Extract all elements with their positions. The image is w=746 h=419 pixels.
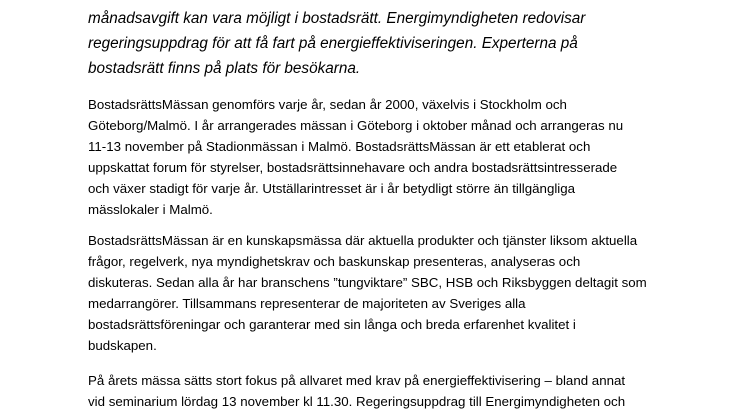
paragraph-line: Göteborg/Malmö. I år arrangerades mässan i Göteborg i oktober månad och arrangeras nu xyxy=(88,118,624,133)
paragraph-line: budskapen. xyxy=(88,338,157,353)
lead-line: månadsavgift kan vara möjligt i bostadsrätt. Energimyndigheten redovisar xyxy=(88,10,586,27)
paragraph-line: BostadsrättsMässan genomförs varje år, sedan år 2000, växelvis i Stockholm och xyxy=(88,97,567,112)
body-paragraph xyxy=(88,94,623,220)
paragraph-line: På årets mässa sätts stort fokus på allvaret med krav på energieffektivisering – bland annat xyxy=(88,373,626,388)
body-paragraph xyxy=(88,230,647,356)
paragraph-line: mässlokaler i Malmö. xyxy=(88,202,213,217)
paragraph-line: BostadsrättsMässan är en kunskapsmässa där aktuella produkter och tjänster liksom aktuella xyxy=(88,233,638,248)
paragraph-line: frågor, regelverk, nya myndighetskrav och baskunskap presenteras, analyseras och xyxy=(88,254,581,269)
paragraph-line: diskuteras. Sedan alla år har branschens ”tungviktare” SBC, HSB och Riksbyggen deltagit som xyxy=(88,275,647,290)
paragraph-line: medarrangörer. Tillsammans representerar de majoriteten av Sveriges alla xyxy=(88,296,526,311)
lead-line: regeringsuppdrag för att få fart på energieffektiviseringen. Experterna på xyxy=(88,35,578,52)
paragraph-line: vid seminarium lördag 13 november kl 11.30. Regeringsuppdrag till Energimyndigheten och xyxy=(88,394,626,409)
lead-paragraph xyxy=(88,6,688,81)
paragraph-line: och växer stadigt för varje år. Utställarintresset är i år betydligt större än tillgängliga xyxy=(88,181,576,196)
lead-line: bostadsrätt finns på plats för besökarna. xyxy=(88,60,361,77)
paragraph-line: 11-13 november på Stadionmässan i Malmö. BostadsrättsMässan är ett etablerat och xyxy=(88,139,591,154)
paragraph-line: uppskattat forum för styrelser, bostadsrättsinnehavare och andra bostadsrättsintresserade xyxy=(88,160,618,175)
paragraph-line: bostadsrättsföreningar och garanterar med sin långa och breda erfarenhet kvalitet i xyxy=(88,317,576,332)
body-paragraph xyxy=(88,370,625,412)
